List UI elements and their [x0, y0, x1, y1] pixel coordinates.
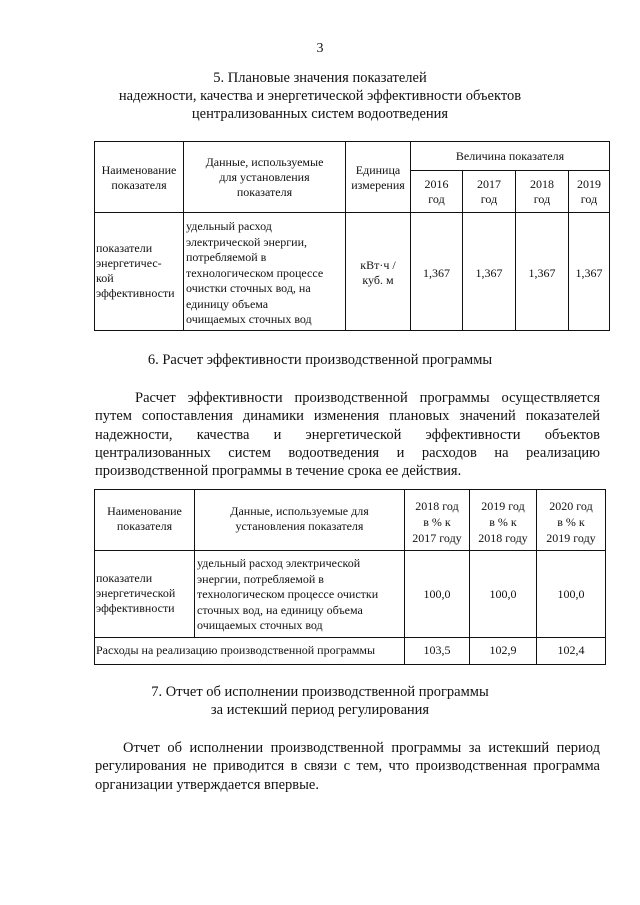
table2-header-period: 2018 год в % к 2017 году — [412, 499, 462, 545]
table1-header-value: Величина показателя — [455, 149, 565, 163]
table1-value: 1,367 — [575, 266, 603, 280]
section5-title-line: централизованных систем водоотведения — [191, 106, 449, 122]
table2-header-period: 2020 год в % к 2019 году — [546, 499, 596, 545]
table2-header-period: 2019 год в % к 2018 году — [478, 499, 528, 545]
table1-header-year: 2018 год — [530, 177, 554, 206]
page-number: 3 — [316, 41, 324, 56]
table2-expenses-value: 103,5 — [423, 643, 451, 657]
section6-paragraph: Расчет эффективности производственной программы осуществляется путем сопоставления динамики изменения плановых значений показателей надежности, качества и энергетической эффективности объектов централизованных систем водоотведения и расходов на реализацию производственной программы в течение срока ее действия. — [95, 390, 600, 480]
section7-title-line: за истекший период регулирования — [210, 702, 430, 718]
table2-expenses-label: Расходы на реализацию производственной программы — [96, 643, 376, 657]
table1-row-name: показатели энергетичес- кой эффективности — [96, 241, 175, 300]
section5-title-line: надежности, качества и энергетической эффективности объектов — [118, 88, 522, 104]
table1-header-year: 2016 год — [424, 177, 449, 206]
table2-row-data: удельный расход электрической энергии, потребляемой в технологическом процессе очистки сточных вод, на единицу объема очищаемых сточных вод — [197, 556, 379, 632]
table1-header-year: 2017 год — [477, 177, 501, 206]
section6-title: 6. Расчет эффективности производственной программы — [147, 352, 493, 368]
section5-title-line: 5. Плановые значения показателей — [213, 70, 427, 86]
table2-expenses-value: 102,4 — [557, 643, 585, 657]
table1-header-data: Данные, используемые для установления показателя — [205, 155, 324, 199]
table1-row-data: удельный расход электрической энергии, потребляемой в технологическом процессе очистки сточных вод, на единицу объема очищаемых сточных вод — [186, 219, 324, 326]
table1-header-unit: Единица измерения — [351, 163, 405, 192]
table1-value: 1,367 — [475, 266, 503, 280]
table2-header-data: Данные, используемые для установления показателя — [230, 504, 369, 533]
table2-value: 100,0 — [557, 587, 585, 601]
table1-value: 1,367 — [528, 266, 556, 280]
table2-header-name: Наименование показателя — [107, 504, 182, 533]
table1-value: 1,367 — [423, 266, 450, 280]
table2-value: 100,0 — [423, 587, 451, 601]
table1-header-year: 2019 год — [577, 177, 601, 206]
table2-value: 100,0 — [489, 587, 517, 601]
section7-title-line: 7. Отчет об исполнении производственной программы — [151, 684, 489, 700]
table1-row-unit: кВт·ч / куб. м — [360, 258, 396, 287]
table2-row-name: показатели энергетической эффективности — [96, 571, 176, 615]
table1-header-name: Наименование показателя — [101, 163, 177, 192]
table2-expenses-value: 102,9 — [489, 643, 517, 657]
section7-paragraph: Отчет об исполнении производственной программы за истекший период регулирования не приводится в связи с тем, что производственная программа организации утверждается впервые. — [95, 740, 600, 793]
